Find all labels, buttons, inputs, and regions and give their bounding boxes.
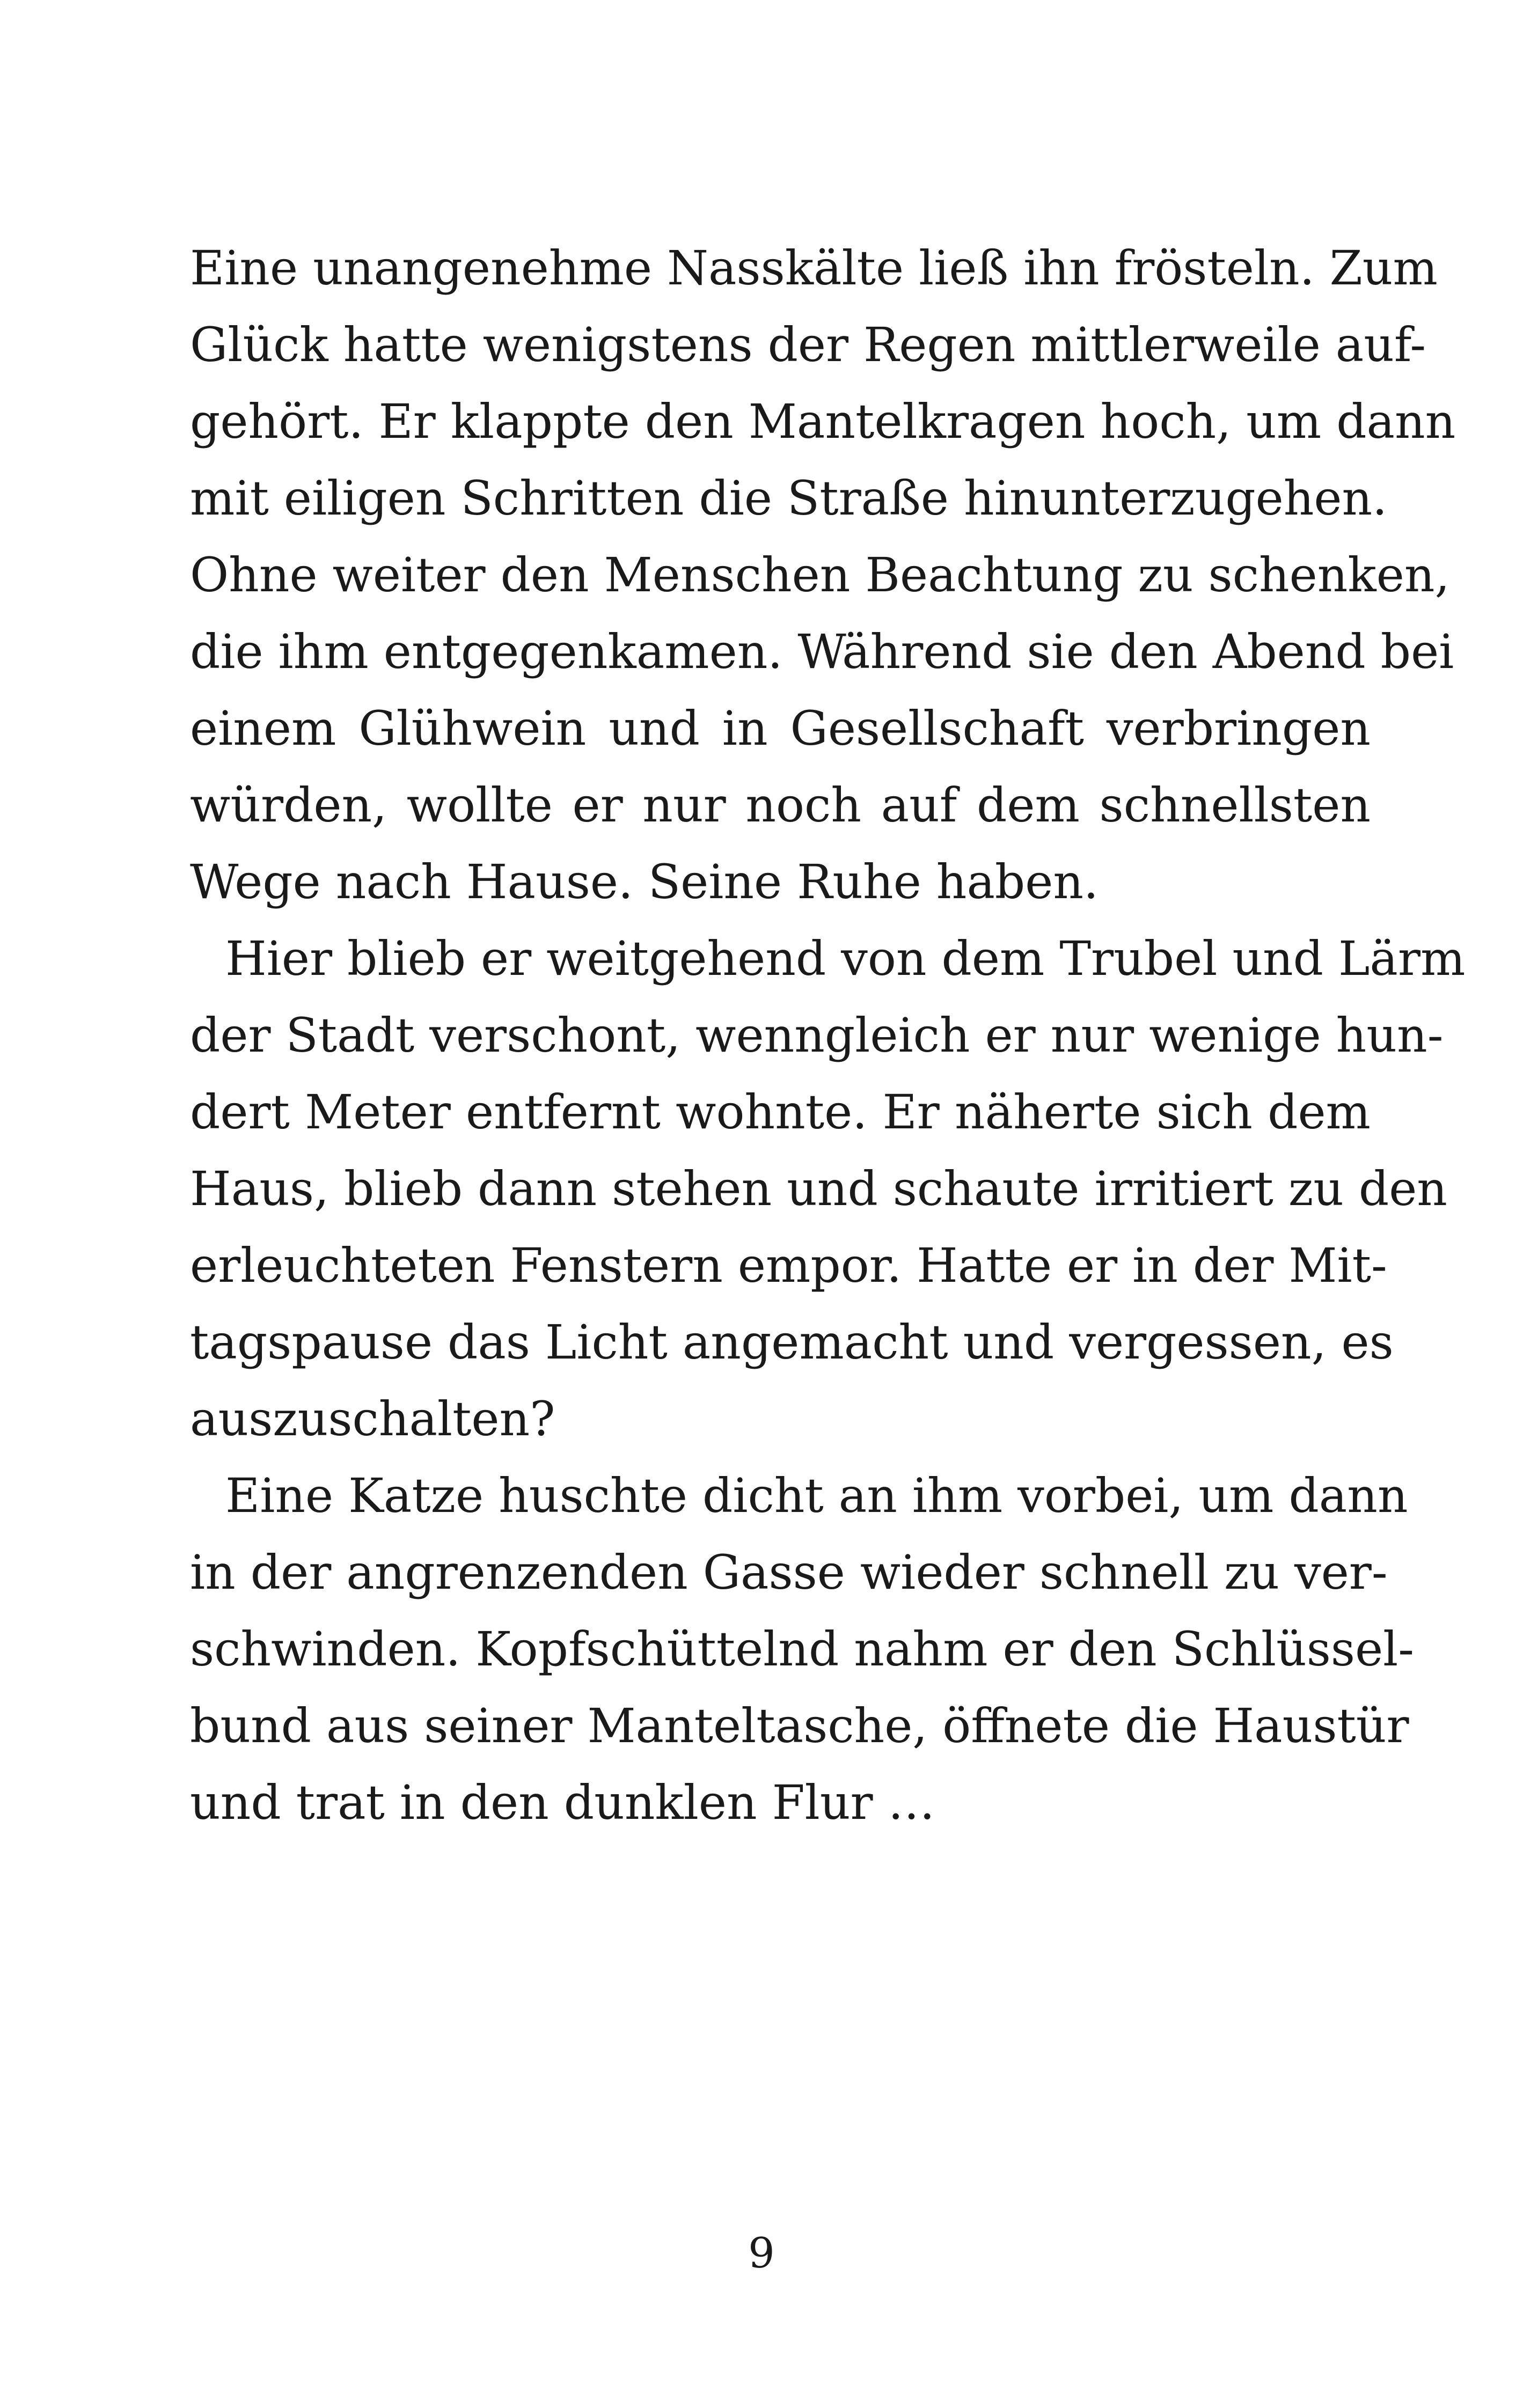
text-line: und trat in den dunklen Flur … (190, 1775, 935, 1830)
text-line: in der angrenzenden Gasse wieder schnell zu ver- (190, 1545, 1388, 1600)
text-line: Hier blieb er weitgehend von dem Trubel und Lärm (225, 931, 1466, 986)
text-line: auszuschalten? (190, 1391, 555, 1447)
text-line: schwinden. Kopfschüttelnd nahm er den Schlüssel- (190, 1621, 1415, 1677)
text-line: Haus, blieb dann stehen und schaute irritiert zu den (190, 1161, 1447, 1216)
text-line: die ihm entgegenkamen. Während sie den Abend bei (190, 624, 1454, 679)
text-line: Eine unangenehme Nasskälte ließ ihn frösteln. Zum (190, 240, 1438, 296)
text-line: einem Glühwein und in Gesellschaft verbringen (190, 701, 1371, 756)
text-line: Wege nach Hause. Seine Ruhe haben. (190, 854, 1099, 909)
text-line: würden, wollte er nur noch auf dem schnellsten (190, 777, 1371, 833)
text-line: bund aus seiner Manteltasche, öffnete die Haustür (190, 1698, 1409, 1753)
text-line: Ohne weiter den Menschen Beachtung zu schenken, (190, 547, 1450, 603)
text-line: erleuchteten Fenstern empor. Hatte er in der Mit- (190, 1238, 1387, 1293)
text-line: dert Meter entfernt wohnte. Er näherte sich dem (190, 1084, 1371, 1140)
text-line: Eine Katze huschte dicht an ihm vorbei, um dann (225, 1468, 1408, 1523)
text-line: tagspause das Licht angemacht und vergessen, es (190, 1315, 1394, 1370)
page-number: 9 (748, 2229, 775, 2278)
text-line: gehört. Er klappte den Mantelkragen hoch, um dann (190, 394, 1456, 449)
text-line: mit eiligen Schritten die Straße hinunterzugehen. (190, 471, 1388, 526)
text-line: der Stadt verschont, wenngleich er nur wenige hun- (190, 1008, 1444, 1063)
text-line: Glück hatte wenigstens der Regen mittlerweile auf- (190, 317, 1426, 372)
